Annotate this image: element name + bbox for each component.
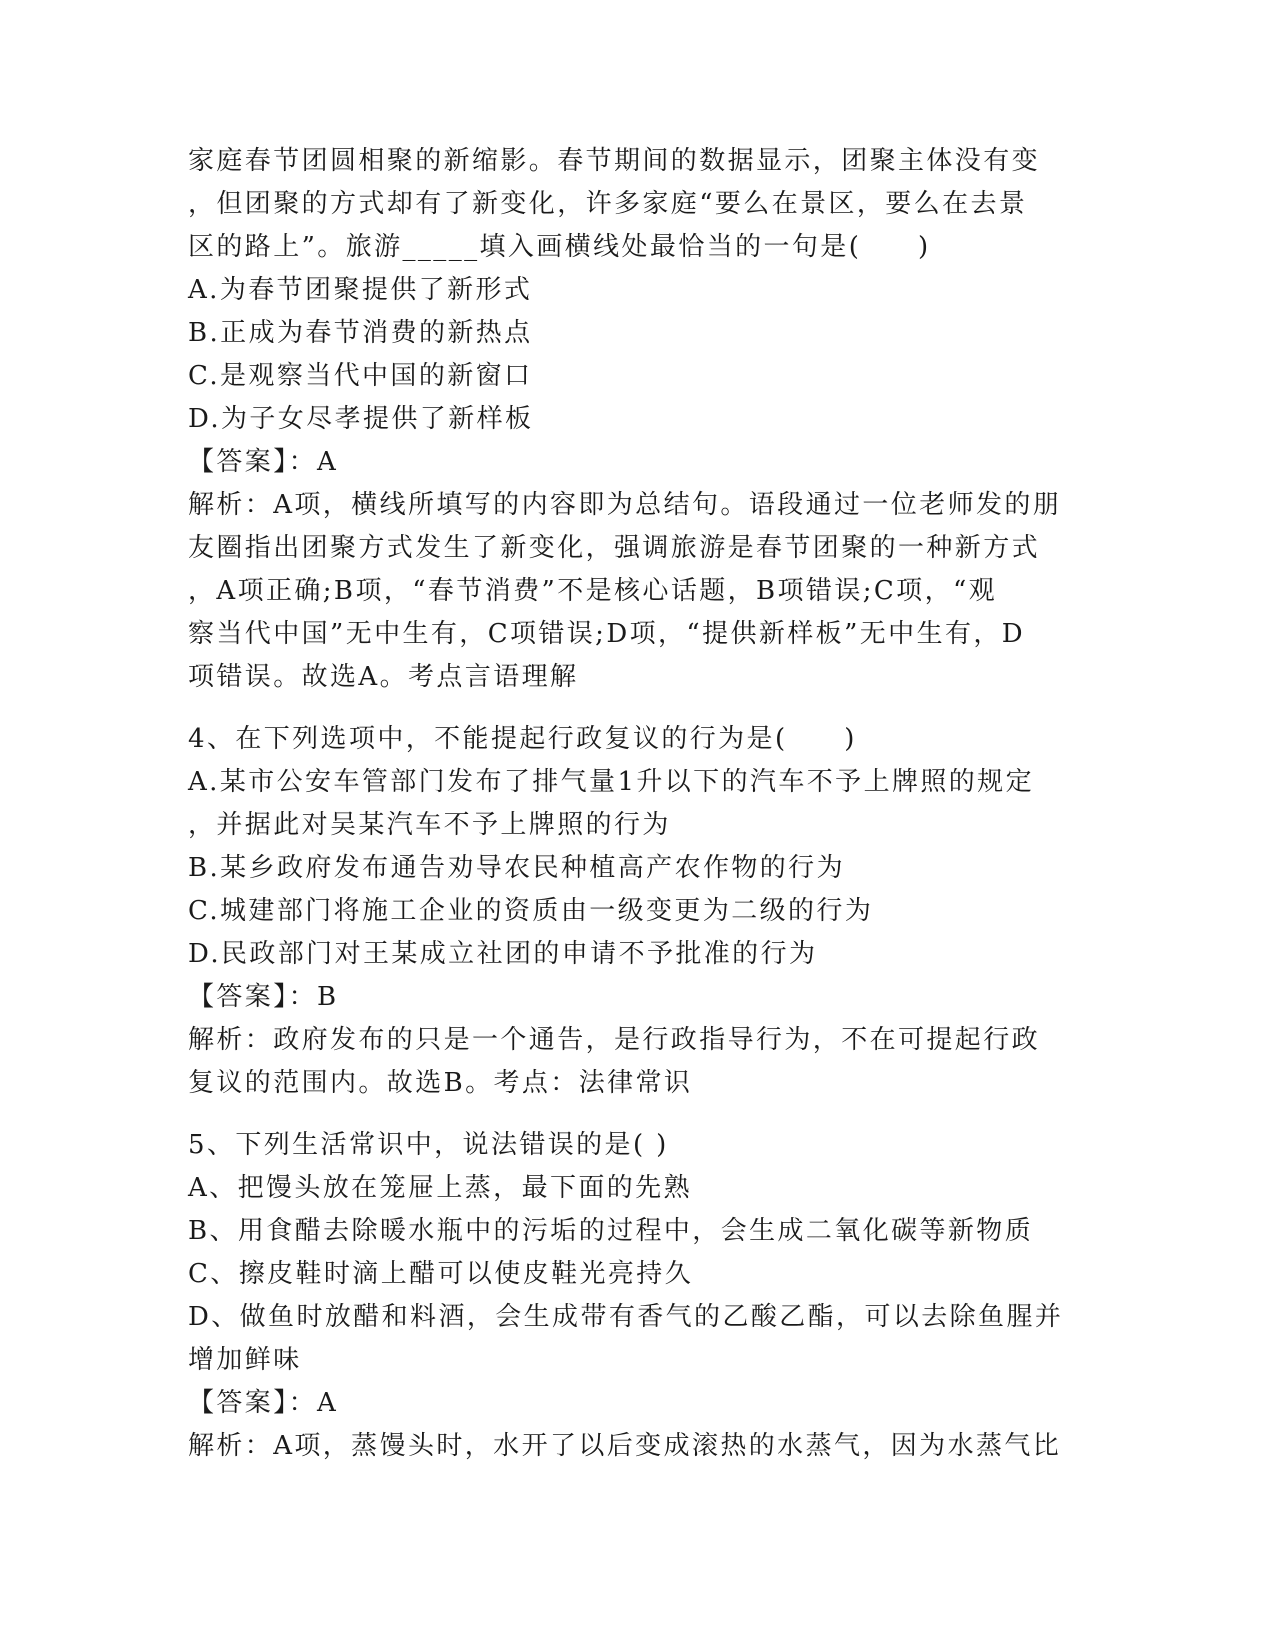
question-3-option-d: D.为子女尽孝提供了新样板	[188, 404, 534, 434]
question-3-analysis-line: 察当代中国”无中生有，C项错误;D项，“提供新样板”无中生有，D	[188, 619, 1026, 649]
question-4	[188, 718, 1088, 1105]
question-3	[188, 140, 1088, 699]
question-3-option-c: C.是观察当代中国的新窗口	[188, 361, 533, 391]
question-3-stem-line: 区的路上”。旅游_____填入画横线处最恰当的一句是( )	[188, 232, 931, 262]
question-3-stem-line: 家庭春节团圆相聚的新缩影。春节期间的数据显示，团聚主体没有变	[188, 146, 1041, 176]
question-5-option-c: C、擦皮鞋时滴上醋可以使皮鞋光亮持久	[188, 1259, 694, 1289]
question-5-answer: 【答案】：A	[188, 1388, 339, 1418]
section-spacer	[188, 699, 1088, 718]
section-spacer	[188, 1105, 1088, 1124]
question-4-option-c: C.城建部门将施工企业的资质由一级变更为二级的行为	[188, 896, 874, 926]
question-5-option-b: B、用食醋去除暖水瓶中的污垢的过程中，会生成二氧化碳等新物质	[188, 1216, 1034, 1246]
question-3-analysis-line: ，A项正确;B项，“春节消费”不是核心话题，B项错误;C项，“观	[188, 576, 998, 606]
question-5-option-d: D、做鱼时放醋和料酒，会生成带有香气的乙酸乙酯，可以去除鱼腥并	[188, 1302, 1064, 1332]
question-3-stem-line: ，但团聚的方式却有了新变化，许多家庭“要么在景区，要么在去景	[188, 189, 1028, 219]
question-4-option-a: A.某市公安车管部门发布了排气量1升以下的汽车不予上牌照的规定	[188, 767, 1034, 797]
question-3-analysis-line: 项错误。故选A。考点言语理解	[188, 662, 579, 692]
question-3-analysis-line: 友圈指出团聚方式发生了新变化，强调旅游是春节团聚的一种新方式	[188, 533, 1041, 563]
question-5-analysis-line: 解析：A项，蒸馒头时，水开了以后变成滚热的水蒸气，因为水蒸气比	[188, 1431, 1062, 1461]
question-4-option-a-continued: ，并据此对吴某汽车不予上牌照的行为	[188, 810, 671, 840]
question-4-answer: 【答案】：B	[188, 982, 339, 1012]
question-3-analysis-line: 解析：A项，横线所填写的内容即为总结句。语段通过一位老师发的朋	[188, 490, 1062, 520]
question-5-option-a: A、把馒头放在笼屉上蒸，最下面的先熟	[188, 1173, 692, 1203]
question-3-answer: 【答案】：A	[188, 447, 339, 477]
question-4-option-b: B.某乡政府发布通告劝导农民种植高产农作物的行为	[188, 853, 845, 883]
question-4-stem: 4、在下列选项中，不能提起行政复议的行为是( )	[188, 724, 857, 754]
question-5-option-d-continued: 增加鲜味	[188, 1345, 302, 1375]
question-5	[188, 1124, 1088, 1468]
question-4-analysis-line: 解析：政府发布的只是一个通告，是行政指导行为，不在可提起行政	[188, 1025, 1041, 1055]
question-4-analysis-line: 复议的范围内。故选B。考点：法律常识	[188, 1068, 693, 1098]
document-body	[188, 140, 1088, 1468]
question-4-option-d: D.民政部门对王某成立社团的申请不予批准的行为	[188, 939, 818, 969]
question-5-stem: 5、下列生活常识中，说法错误的是( )	[188, 1130, 669, 1160]
question-3-option-b: B.正成为春节消费的新热点	[188, 318, 533, 348]
question-3-option-a: A.为春节团聚提供了新形式	[188, 275, 533, 305]
